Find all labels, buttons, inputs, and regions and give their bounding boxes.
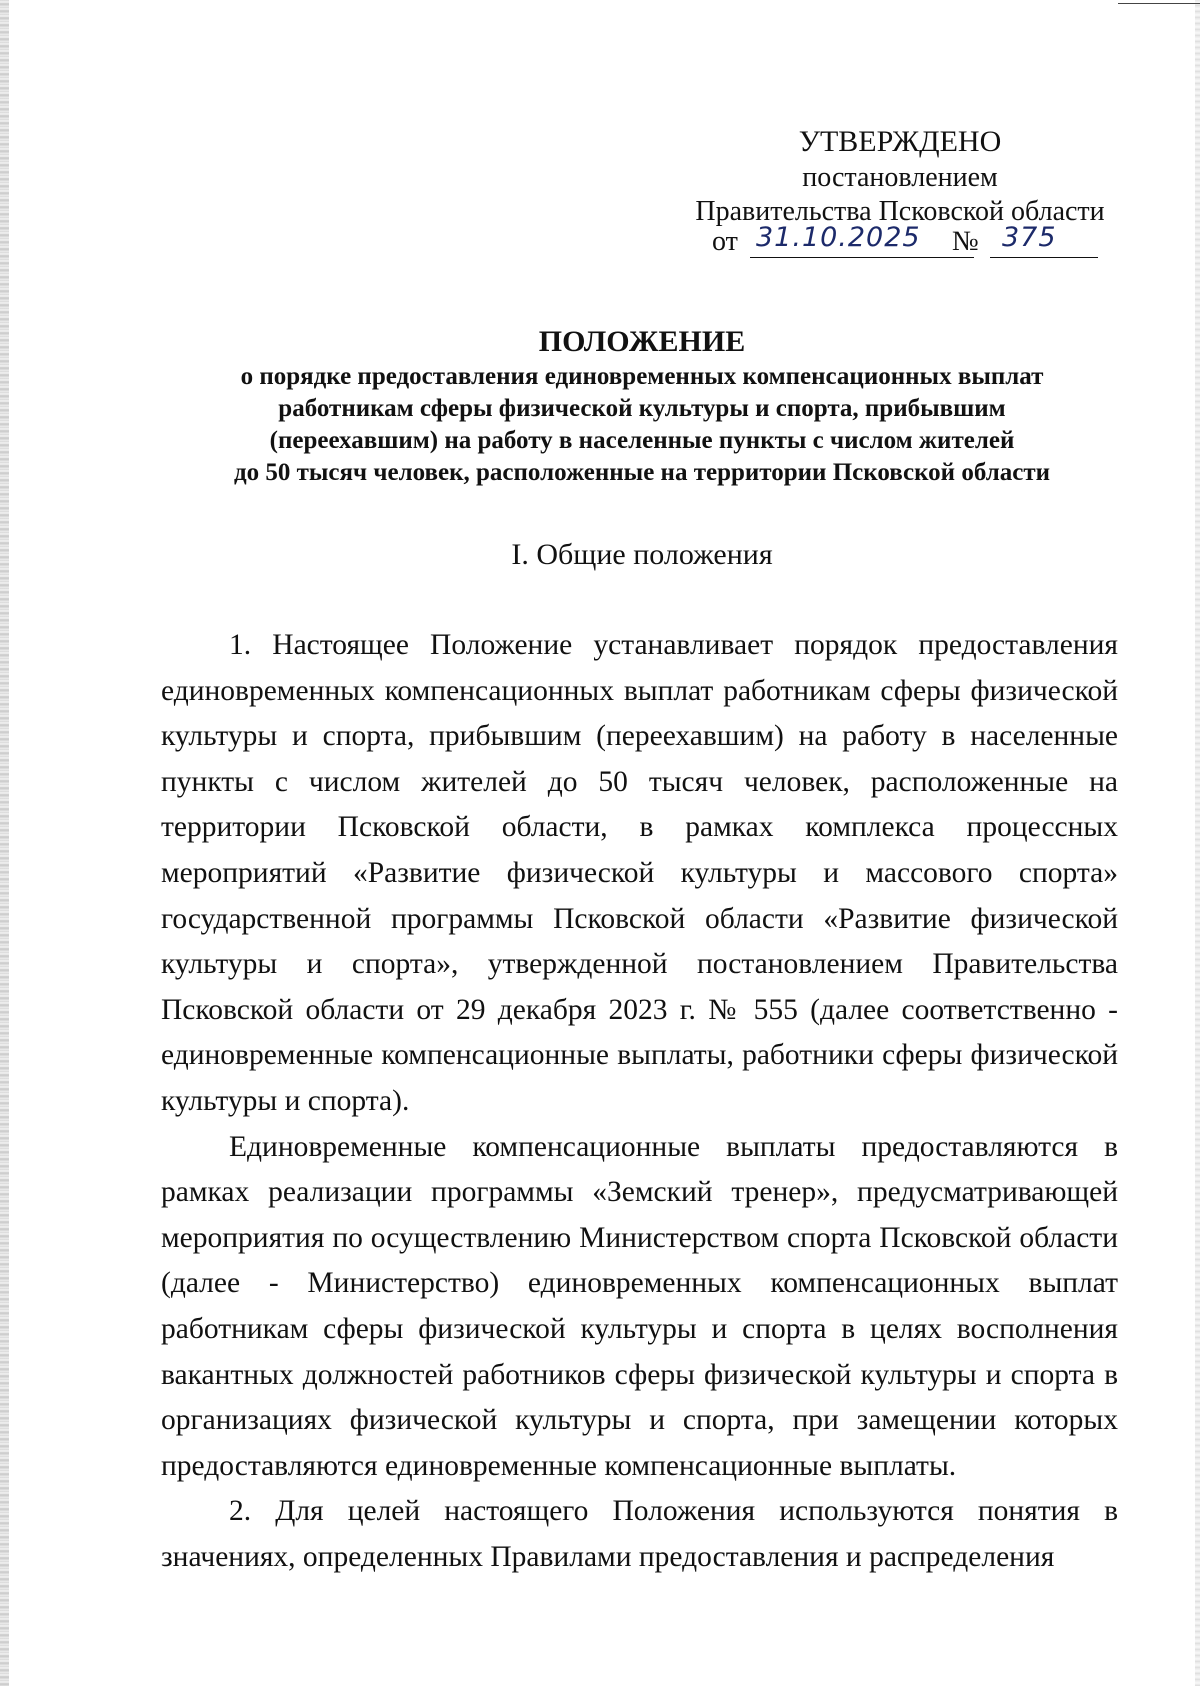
scan-left-edge [0, 0, 9, 1686]
document-subtitle-line: о порядке предоставления единовременных компенсационных выплат [240, 363, 1044, 390]
paragraph-3: 2. Для целей настоящего Положения используются понятия в значениях, определенных Правилами предоставления и распределения [161, 1495, 1118, 1573]
approval-stamp [680, 123, 1120, 229]
document-subtitle-line: работникам сферы физической культуры и спорта, прибывшим [278, 395, 1006, 422]
paragraph-2: Единовременные компенсационные выплаты предоставляются в рамках реализации программы «Земский тренер», предусматривающей мероприятия по осуществлению Министерством спорта Псковской области (далее - Министерство) единовременных компенсационных выплат работникам сферы физической культуры и спорта в целях восполнения вакантных должностей работников сферы физической культуры и спорта в организациях физической культуры и спорта, при замещении которых предоставляются единовременные компенсационные выплаты. [161, 1130, 1118, 1482]
approval-date-line [712, 222, 1112, 262]
handwritten-date: 31.10.2025 [756, 222, 921, 253]
scan-corner-line [1118, 3, 1200, 4]
date-underline [750, 257, 974, 258]
approval-title: УТВЕРЖДЕНО [798, 125, 1002, 158]
date-prefix: от [712, 226, 738, 257]
number-sign: № [952, 226, 979, 257]
paragraph-1: 1. Настоящее Положение устанавливает порядок предоставления единовременных компенсационных выплат работникам сферы физической культуры и спорта, прибывшим (переехавшим) на работу в населенные пункты с числом жителей до 50 тысяч человек, расположенные на территории Псковской области, в рамках комплекса процессных мероприятий «Развитие физической культуры и массового спорта» государственной программы Псковской области «Развитие физической культуры и спорта», утвержденной постановлением Правительства Псковской области от 29 декабря 2023 г. № 555 (далее соответственно - единовременные компенсационные выплаты, работники сферы физической культуры и спорта). [161, 629, 1118, 1117]
number-underline [990, 257, 1098, 258]
scan-right-edge [1195, 0, 1200, 1686]
document-subtitle-line: (переехавшим) на работу в населенные пункты с числом жителей [269, 427, 1015, 454]
body-text [161, 623, 1118, 1580]
document-subtitle-line: до 50 тысяч человек, расположенные на территории Псковской области [233, 459, 1051, 486]
approval-line-1: постановлением [802, 162, 998, 193]
section-heading: I. Общие положения [511, 538, 773, 571]
document-title: ПОЛОЖЕНИЕ [538, 325, 746, 358]
approval-line-2: Правительства Псковской области [695, 196, 1105, 227]
handwritten-number: 375 [1002, 222, 1057, 253]
document-title-block [140, 323, 1144, 489]
